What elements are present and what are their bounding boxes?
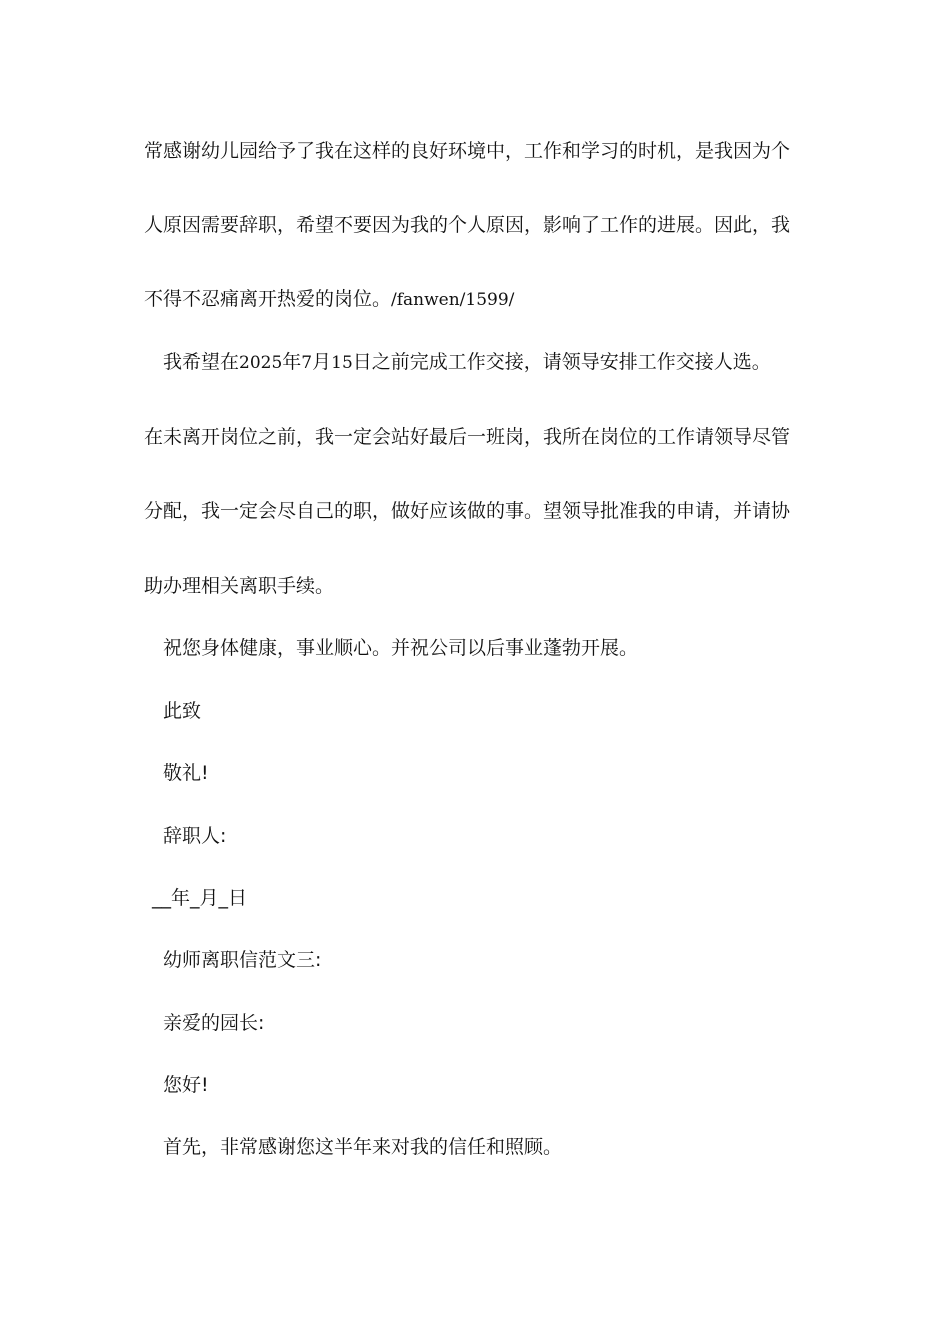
paragraph-line — [144, 287, 514, 312]
paragraph-line: 在未离开岗位之前，我一定会站好最后一班岗，我所在岗位的工作请领导尽管 — [144, 426, 791, 448]
month-value: 7 — [301, 353, 313, 373]
section-title: 幼师离职信范文三: — [163, 949, 322, 971]
paragraph-text: 我希望在 — [163, 351, 240, 373]
date-line: __年_月_日 — [152, 887, 248, 909]
url-text: /fanwen/1599/ — [391, 290, 515, 310]
salutation-line: 亲爱的园长: — [163, 1012, 265, 1034]
paragraph-text: 月 — [312, 351, 332, 373]
day-value: 15 — [331, 353, 353, 373]
paragraph-line: 分配，我一定会尽自己的职，做好应该做的事。望领导批准我的申请，并请协 — [144, 500, 791, 522]
paragraph-line: 人原因需要辞职，希望不要因为我的个人原因，影响了工作的进展。因此，我 — [144, 214, 791, 236]
closing-line: 敬礼! — [163, 762, 209, 784]
year-value: 2025 — [239, 353, 283, 373]
opening-line: 首先，非常感谢您这半年来对我的信任和照顾。 — [163, 1136, 563, 1158]
paragraph-line: 助办理相关离职手续。 — [144, 575, 335, 597]
paragraph-line — [163, 350, 771, 375]
paragraph-text: 不得不忍痛离开热爱的岗位。 — [144, 288, 392, 310]
paragraph-text: 年 — [282, 351, 302, 373]
closing-line: 此致 — [163, 700, 202, 722]
wishes-line: 祝您身体健康，事业顺心。并祝公司以后事业蓬勃开展。 — [163, 637, 639, 659]
paragraph-line: 常感谢幼儿园给予了我在这样的良好环境中，工作和学习的时机，是我因为个 — [144, 140, 791, 162]
paragraph-text: 日之前完成工作交接，请领导安排工作交接人选。 — [352, 351, 771, 373]
greeting-line: 您好! — [163, 1074, 209, 1096]
signer-label: 辞职人: — [163, 825, 227, 847]
